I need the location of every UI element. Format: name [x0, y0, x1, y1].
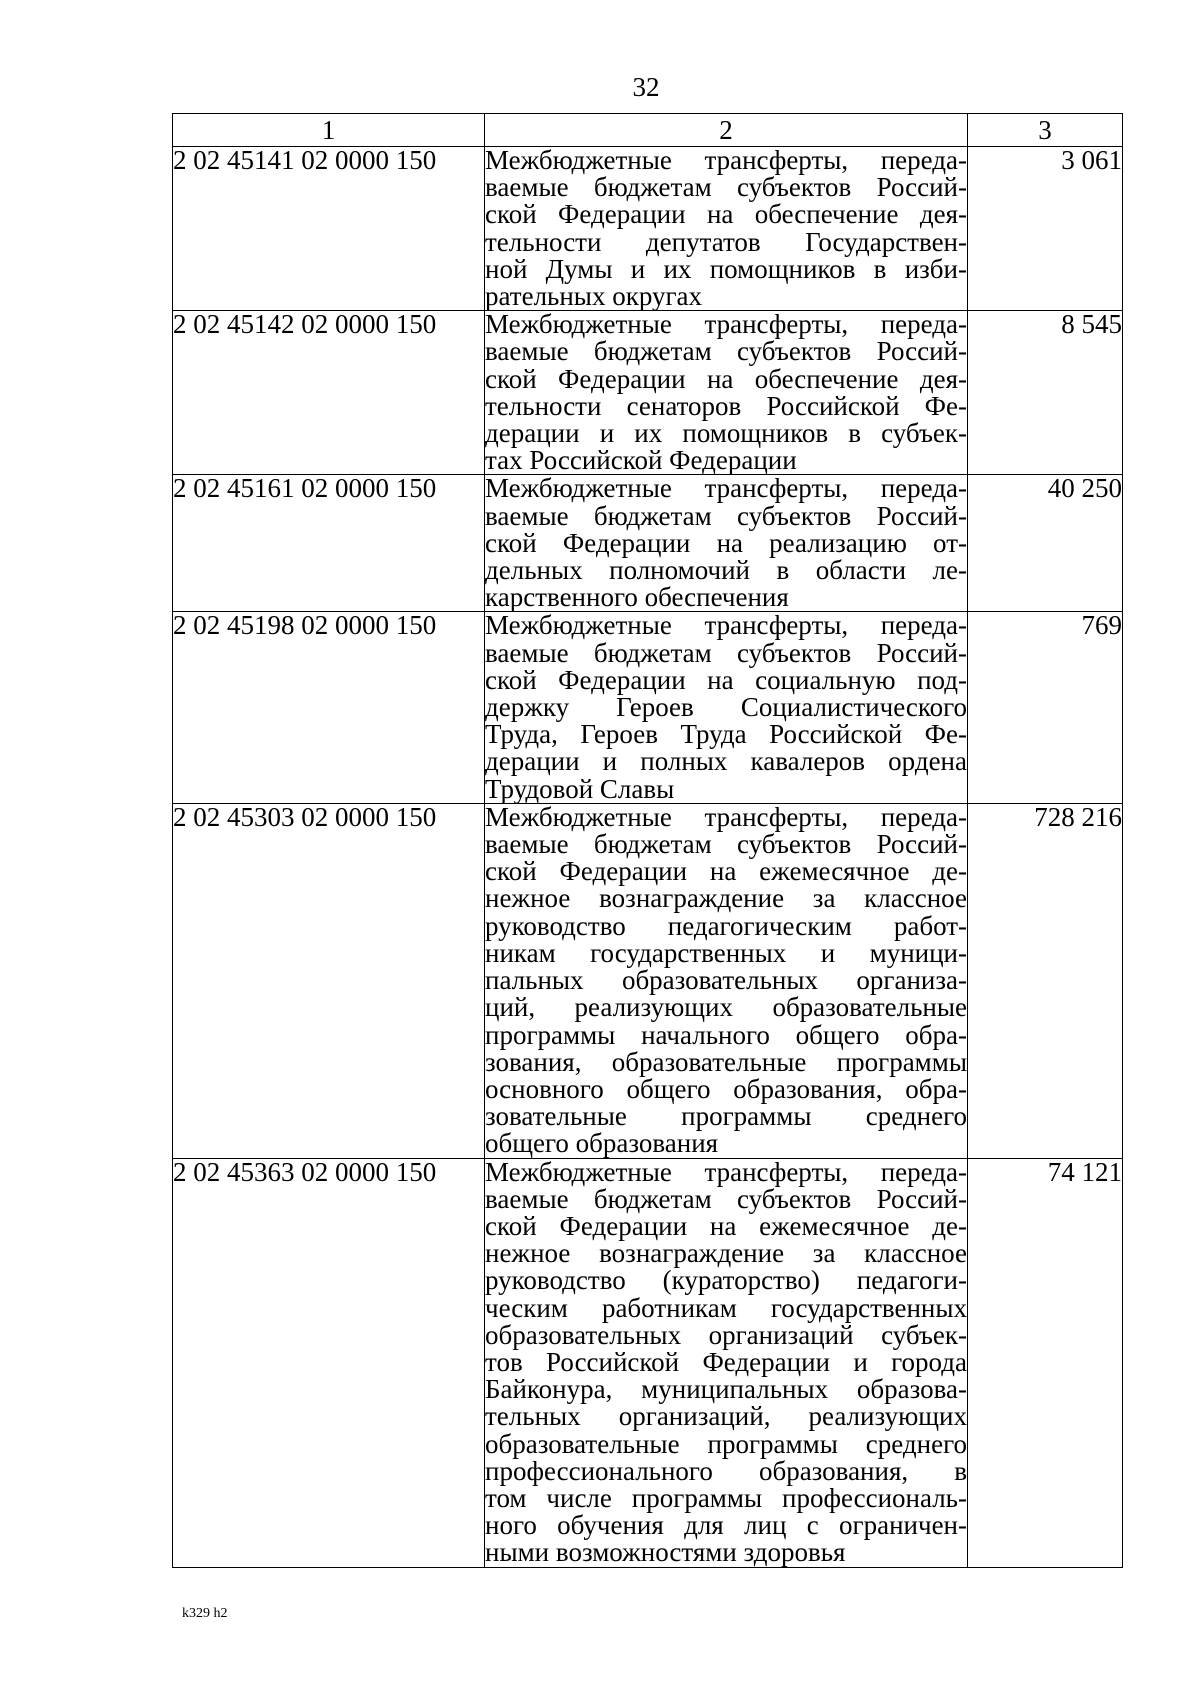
- description-line: рательных округах: [485, 281, 703, 312]
- description-line: ской Федерации на ежемесячное де-: [485, 856, 967, 887]
- description-line: тельности сенаторов Российской Фе-: [485, 390, 967, 421]
- description-line: ваемые бюджетам субъектов Россий-: [485, 1183, 967, 1214]
- description-line: основного общего образования, обра-: [485, 1073, 967, 1104]
- amount-cell: 3 061: [968, 147, 1123, 311]
- description-line: ской Федерации на обеспечение дея-: [485, 199, 967, 230]
- description-line: тельных организаций, реализующих: [485, 1401, 967, 1432]
- description-line: образовательные программы среднего: [485, 1428, 967, 1459]
- description-line: ской Федерации на реализацию от-: [485, 527, 967, 558]
- description-cell: [485, 147, 968, 311]
- description-line: Межбюджетные трансферты, переда-: [485, 473, 967, 504]
- description-line: ваемые бюджетам субъектов Россий-: [485, 829, 967, 860]
- description-line: профессионального образования, в: [485, 1455, 967, 1486]
- description-line: ной Думы и их помощников в изби-: [485, 253, 967, 284]
- description-line: держку Героев Социалистического: [485, 692, 967, 723]
- description-line: Трудовой Славы: [485, 773, 675, 804]
- column-header-3: 3: [968, 114, 1123, 147]
- description-line: ской Федерации на ежемесячное де-: [485, 1210, 967, 1241]
- amount-cell: 74 121: [968, 1158, 1123, 1567]
- description-line: руководство (кураторство) педагоги-: [485, 1265, 967, 1296]
- budget-code-cell: 2 02 45142 02 0000 150: [173, 311, 485, 475]
- description-line: пальных образовательных организа-: [485, 965, 967, 996]
- budget-code-cell: 2 02 45363 02 0000 150: [173, 1158, 485, 1567]
- budget-code-cell: 2 02 45161 02 0000 150: [173, 475, 485, 612]
- description-line: Межбюджетные трансферты, переда-: [485, 309, 967, 340]
- description-line: ваемые бюджетам субъектов Россий-: [485, 500, 967, 531]
- table-row: [173, 147, 1123, 311]
- description-cell: [485, 311, 968, 475]
- amount-cell: 728 216: [968, 803, 1123, 1158]
- description-cell: [485, 475, 968, 612]
- description-line: ваемые бюджетам субъектов Россий-: [485, 637, 967, 668]
- description-line: Труда, Героев Труда Российской Фе-: [485, 719, 967, 750]
- amount-cell: 769: [968, 612, 1123, 803]
- description-line: руководство педагогическим работ-: [485, 910, 967, 941]
- table-row: [173, 475, 1123, 612]
- description-line: никам государственных и муници-: [485, 937, 967, 968]
- description-line: тах Российской Федерации: [485, 445, 797, 476]
- table-row: [173, 1158, 1123, 1567]
- description-line: том числе программы профессиональ-: [485, 1482, 967, 1513]
- description-line: дерации и их помощников в субъек-: [485, 418, 967, 449]
- description-line: ций, реализующих образовательные: [485, 992, 967, 1023]
- table-row: [173, 803, 1123, 1158]
- description-line: Межбюджетные трансферты, переда-: [485, 801, 967, 832]
- table-body: [173, 147, 1123, 1568]
- description-line: тельности депутатов Государствен-: [485, 226, 967, 257]
- description-line: Межбюджетные трансферты, переда-: [485, 610, 967, 641]
- budget-code-cell: 2 02 45303 02 0000 150: [173, 803, 485, 1158]
- description-line: образовательных организаций субъек-: [485, 1319, 967, 1350]
- description-line: ваемые бюджетам субъектов Россий-: [485, 172, 967, 203]
- budget-table: [172, 113, 1123, 1568]
- description-line: зовательные программы среднего: [485, 1101, 967, 1132]
- table-header-row: [173, 114, 1123, 147]
- description-cell: [485, 612, 968, 803]
- document-footer-code: k329 h2: [182, 1606, 228, 1621]
- column-header-2: 2: [485, 114, 968, 147]
- column-header-1: 1: [173, 114, 485, 147]
- description-cell: [485, 1158, 968, 1567]
- description-cell: [485, 803, 968, 1158]
- amount-cell: 40 250: [968, 475, 1123, 612]
- description-line: ской Федерации на обеспечение дея-: [485, 363, 967, 394]
- page-number: 32: [632, 72, 660, 102]
- table-row: [173, 311, 1123, 475]
- description-line: дерации и полных кавалеров ордена: [485, 746, 967, 777]
- description-line: тов Российской Федерации и города: [485, 1346, 967, 1377]
- description-line: нежное вознаграждение за классное: [485, 883, 967, 914]
- table-row: [173, 612, 1123, 803]
- description-line: нежное вознаграждение за классное: [485, 1238, 967, 1269]
- budget-code-cell: 2 02 45198 02 0000 150: [173, 612, 485, 803]
- description-line: ного обучения для лиц с ограничен-: [485, 1510, 967, 1541]
- description-line: Межбюджетные трансферты, переда-: [485, 145, 967, 175]
- description-line: ваемые бюджетам субъектов Россий-: [485, 336, 967, 367]
- description-line: дельных полномочий в области ле-: [485, 555, 967, 586]
- description-line: общего образования: [485, 1128, 719, 1159]
- amount-cell: 8 545: [968, 311, 1123, 475]
- description-line: зования, образовательные программы: [485, 1046, 967, 1077]
- budget-code-cell: 2 02 45141 02 0000 150: [173, 147, 485, 311]
- description-line: Байконура, муниципальных образова-: [485, 1374, 967, 1405]
- description-line: ными возможностями здоровья: [485, 1537, 846, 1568]
- description-line: Межбюджетные трансферты, переда-: [485, 1156, 967, 1187]
- description-line: ческим работникам государственных: [485, 1292, 967, 1323]
- description-line: программы начального общего обра-: [485, 1019, 967, 1050]
- description-line: карственного обеспечения: [485, 582, 789, 613]
- description-line: ской Федерации на социальную под-: [485, 664, 967, 695]
